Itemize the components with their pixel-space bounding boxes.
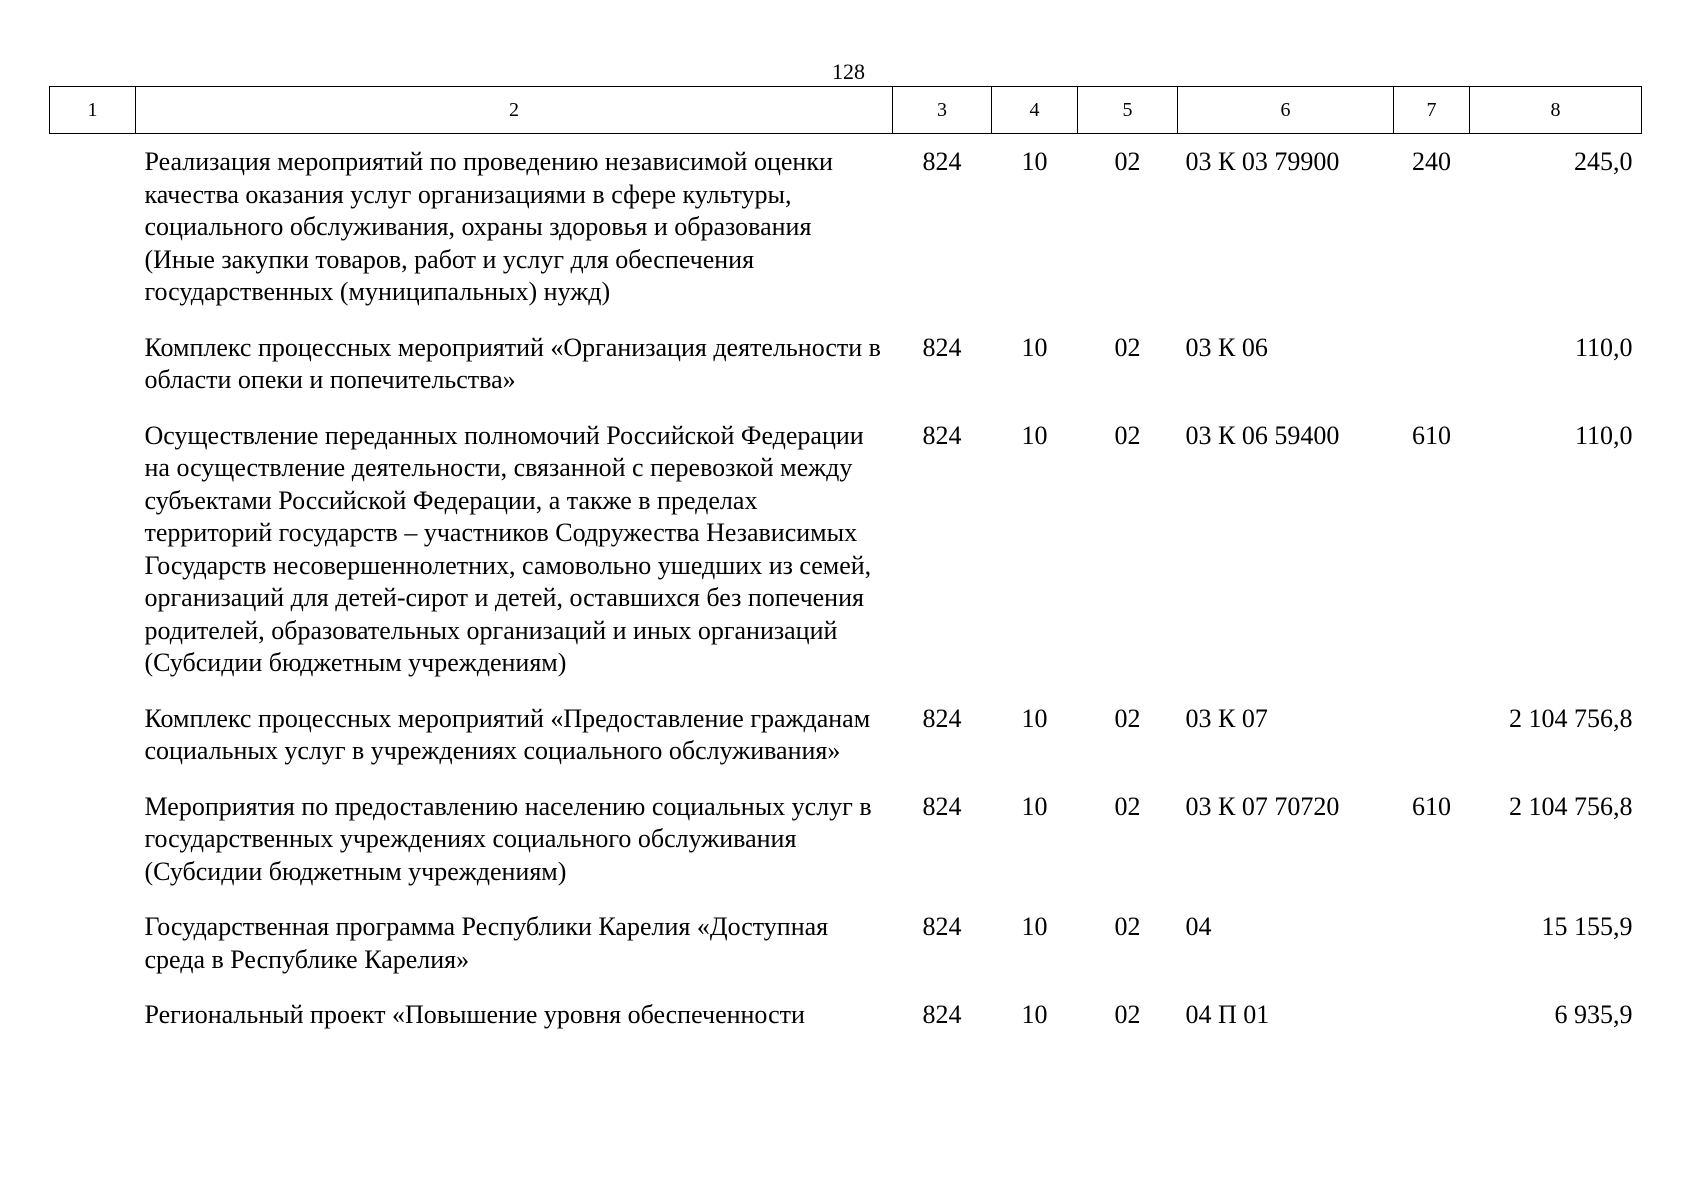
table-row [50,322,1642,410]
row-col-3: 824 [922,703,962,733]
table-row [50,989,1642,1045]
header-col-6: 6 [1178,87,1394,134]
row-col-8: 245,0 [1574,147,1633,176]
row-name: Реализация мероприятий по проведению независимой оценки качества оказания услуг организациями в сфере культуры, социального обслуживания, охраны здоровья и образования (Иные закупки товаров, работ и услуг для обеспечения государственных (муниципальных) нужд) [144,147,833,306]
header-col-4: 4 [992,87,1078,134]
row-col-8: 110,0 [1574,420,1633,450]
row-col-5: 02 [1114,420,1141,450]
row-col-8: 15 155,9 [1541,912,1633,941]
row-col-3: 824 [922,420,962,450]
table-row [50,781,1642,902]
header-col-3: 3 [893,87,992,134]
row-col-6: 04 П 01 [1185,1000,1270,1029]
row-col-3: 824 [922,332,962,362]
header-row [50,87,1642,134]
row-col-7 [1394,901,1470,989]
row-col-5: 02 [1114,147,1141,176]
row-col-5: 02 [1114,703,1141,733]
row-col-1 [50,322,136,410]
row-col-5: 02 [1114,912,1141,941]
row-col-4: 10 [1021,703,1048,733]
row-col-6: 03 К 07 70720 [1185,791,1340,821]
row-col-4: 10 [1021,912,1048,941]
row-col-3: 824 [922,1000,962,1029]
table-header [50,87,1642,134]
row-col-4: 10 [1021,332,1048,362]
row-col-7 [1394,322,1470,410]
row-col-7 [1394,989,1470,1045]
table-row [50,901,1642,989]
row-name: Осуществление переданных полномочий Российской Федерации на осуществление деятельности, связанной с перевозкой между субъектами Российской Федерации, а также в пределах территорий государств – участников Содружества Независимых Государств несовершеннолетних, самовольно ушедших из семей, организаций для детей-сирот и детей, оставшихся без попечения родителей, образовательных организаций и иных организаций (Субсидии бюджетным учреждениям) [144,420,872,677]
row-col-4: 10 [1021,420,1048,450]
row-col-8: 6 935,9 [1554,1000,1633,1029]
row-col-8: 2 104 756,8 [1509,703,1633,733]
row-col-1 [50,693,136,781]
row-col-5: 02 [1114,791,1141,821]
row-col-7: 610 [1412,420,1451,450]
row-col-6: 03 К 07 [1185,703,1268,733]
row-col-1 [50,989,136,1045]
row-col-8: 110,0 [1574,332,1633,362]
row-col-3: 824 [922,791,962,821]
row-name: Государственная программа Республики Карелия «Доступная среда в Республике Карелия» [144,912,829,974]
row-col-4: 10 [1021,147,1048,176]
row-col-1 [50,410,136,693]
row-col-5: 02 [1114,332,1141,362]
row-name: Комплекс процессных мероприятий «Организация деятельности в области опеки и попечительства» [144,332,881,394]
row-col-3: 824 [922,912,962,941]
row-col-6: 03 К 06 59400 [1185,420,1340,450]
row-col-4: 10 [1021,1000,1048,1029]
row-col-3: 824 [922,147,962,176]
row-col-6: 04 [1185,912,1212,941]
row-col-7: 610 [1412,791,1451,821]
row-col-8: 2 104 756,8 [1509,791,1633,821]
header-col-8: 8 [1470,87,1642,134]
table-row [50,693,1642,781]
table-row [50,134,1642,322]
header-col-1: 1 [50,87,136,134]
table-body [50,134,1642,1045]
table-row [50,410,1642,693]
row-col-1 [50,901,136,989]
budget-table [49,86,1642,1045]
row-name: Мероприятия по предоставлению населению социальных услуг в государственных учреждениях социального обслуживания (Субсидии бюджетным учреждениям) [144,791,872,886]
row-name: Региональный проект «Повышение уровня обеспеченности [144,1000,805,1029]
row-col-1 [50,134,136,322]
row-col-7 [1394,693,1470,781]
row-col-5: 02 [1114,1000,1141,1029]
page-number: 128 [832,59,865,84]
row-col-6: 03 К 03 79900 [1185,147,1340,176]
row-col-1 [50,781,136,902]
row-col-7: 240 [1412,147,1451,176]
header-col-2: 2 [136,87,893,134]
row-col-6: 03 К 06 [1185,332,1268,362]
row-col-4: 10 [1021,791,1048,821]
header-col-5: 5 [1078,87,1178,134]
header-col-7: 7 [1394,87,1470,134]
row-name: Комплекс процессных мероприятий «Предоставление гражданам социальных услуг в учреждениях социального обслуживания» [144,703,871,765]
